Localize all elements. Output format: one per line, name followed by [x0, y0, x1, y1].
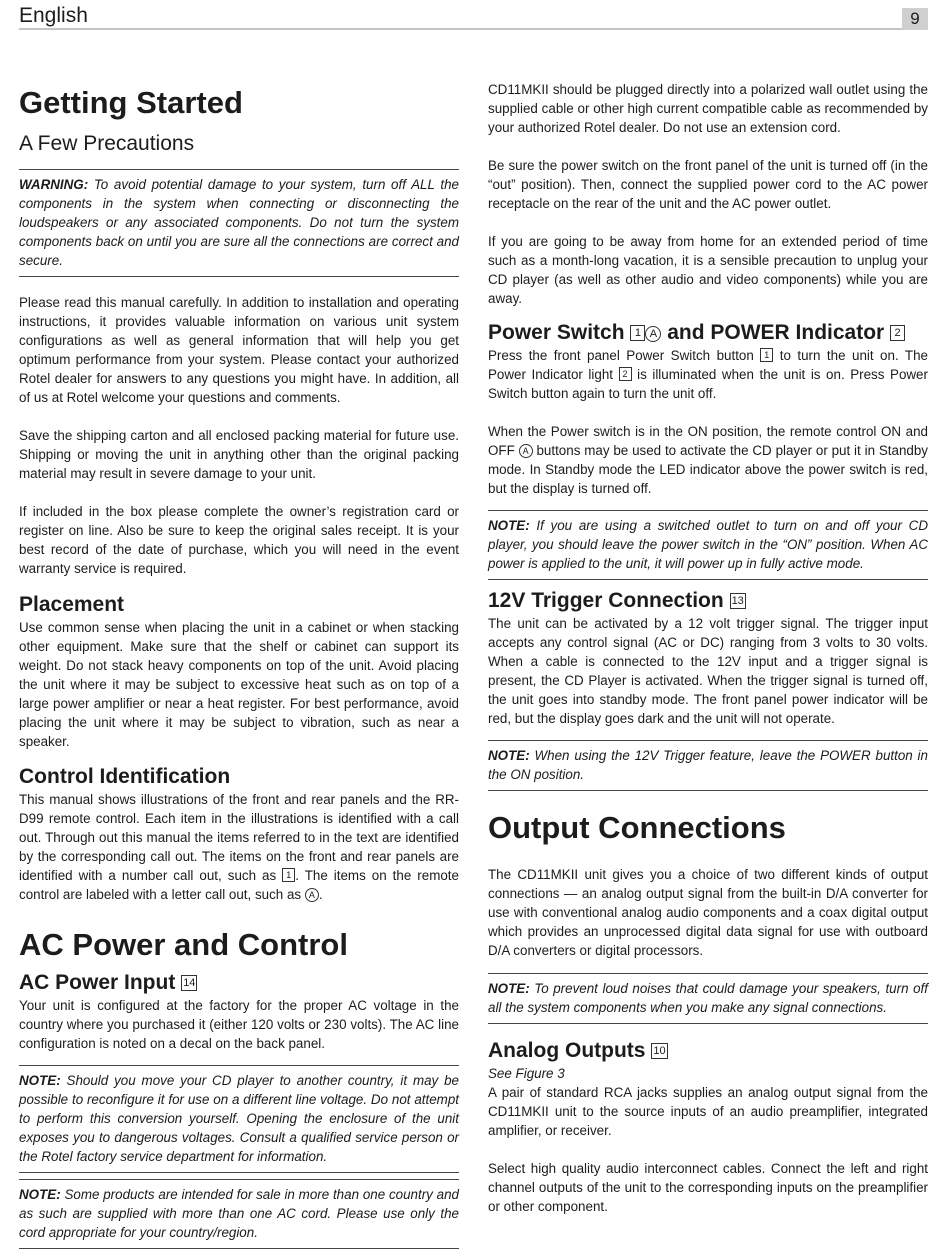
paragraph-power-switch-off: Be sure the power switch on the front panel of the unit is turned off (in the “out” position). Then, connect the supplied power cord to the AC power receptacle on the rear of the unit and the AC power outlet.: [488, 158, 928, 211]
note-label: NOTE:: [488, 748, 530, 763]
callout-a: A: [645, 326, 661, 342]
right-column: [488, 80, 928, 1216]
heading-ac-power-control: AC Power and Control: [19, 927, 348, 962]
heading-getting-started: Getting Started: [19, 85, 243, 120]
warning-text: To avoid potential damage to your system, turn off ALL the components in the system when connecting or disconnecting the loudspeakers or any associated components. Do not turn the system components back on until you are sure all the connections are correct and secure.: [19, 177, 459, 268]
left-column: [19, 80, 459, 1249]
heading-ac-power-input: AC Power Input 14: [19, 971, 196, 994]
heading-control-identification: Control Identification: [19, 765, 231, 788]
callout-10: 10: [653, 1045, 666, 1057]
language-label: English: [19, 4, 88, 27]
note-text: If you are using a switched outlet to turn on and off your CD player, you should leave the power switch in the “ON” position. When AC power is applied to the unit, it will power up in fully active mode.: [488, 518, 928, 571]
heading-precautions: A Few Precautions: [19, 132, 195, 155]
paragraph-read-manual: Please read this manual carefully. In addition to installation and operating instructions, it provides valuable information on various unit system configurations as well as general information that will help you get optimum performance from your system. Please contact your authorized Rotel dealer for answers to any questions you might have. In addition, all of us at Rotel welcome your questions and comments.: [19, 295, 459, 405]
callout-13: 13: [731, 595, 744, 607]
callout-1: 1: [760, 348, 773, 362]
paragraph-control-identification: This manual shows illustrations of the front and rear panels and the RR-D99 remote control. Each item in the illustrations is identified with a call out. Through out this manual the items referred to in the text are identified by the corresponding call out. The items on the front and rear panels are identified with a number call out, such as 1 . The items on the remote control are labeled with a letter call out, such as A .: [19, 792, 459, 902]
paragraph-registration: If included in the box please complete the owner’s registration card or register on line. Also be sure to keep the original sales receipt. It is your best record of the date of purchase, which you will need in the event warranty service is required.: [19, 504, 459, 576]
paragraph-power-switch: Press the front panel Power Switch button 1 to turn the unit on. The Power Indicator light 2 is illuminated when the unit is on. Press Power Switch button again to turn the unit off.: [488, 348, 928, 401]
note-box-12v-trigger: [488, 740, 928, 791]
heading-analog-outputs: Analog Outputs 10: [488, 1039, 666, 1062]
callout-14: 14: [183, 977, 196, 989]
page-number: 9: [902, 8, 928, 30]
note-text: To prevent loud noises that could damage your speakers, turn off all the system components when you make any signal connections.: [488, 981, 928, 1015]
warning-box: [19, 169, 459, 277]
paragraph-analog-outputs: A pair of standard RCA jacks supplies an analog output signal from the CD11MKII unit to the source inputs of an audio preamplifier, integrated amplifier, or receiver.: [488, 1085, 928, 1138]
note-label: NOTE:: [488, 981, 530, 996]
note-box-voltage: [19, 1065, 459, 1173]
paragraph-wall-outlet: CD11MKII should be plugged directly into a polarized wall outlet using the supplied cable or other high current compatible cable as recommended by your authorized Rotel dealer. Do not use an extension cord.: [488, 82, 928, 135]
callout-letter: A: [305, 888, 319, 902]
paragraph-placement: Use common sense when placing the unit in a cabinet or when stacking other equipment. Make sure that the shelf or cabinet can support its weight. Do not stack heavy components on top of the unit. Avoid placing the unit where it may be subject to excessive heat such as on top of a large power amplifier or near a heat register. For best performance, avoid placing the unit where it may be subject to vibration, such as near a speaker.: [19, 620, 459, 749]
paragraph-vacation: If you are going to be away from home for an extended period of time such as a month-long vacation, it is a sensible precaution to unplug your CD player (as well as other audio and video components) while you are away.: [488, 234, 928, 306]
paragraph-standby: When the Power switch is in the ON position, the remote control ON and OFF A buttons may be used to activate the CD player or put it in Standby mode. In Standby mode the LED indicator above the power switch is red, but the display is turned off.: [488, 424, 928, 496]
warning-label: WARNING:: [19, 177, 89, 192]
paragraph-shipping-carton: Save the shipping carton and all enclosed packing material for future use. Shipping or moving the unit in anything other than the original packing material may result in severe damage to your unit.: [19, 428, 459, 481]
note-label: NOTE:: [488, 518, 530, 533]
paragraph-ac-power: Your unit is configured at the factory for the proper AC voltage in the country where you purchased it (either 120 volts or 230 volts). The AC line configuration is noted on a decal on the back panel.: [19, 998, 459, 1051]
note-box-ac-cord: [19, 1179, 459, 1249]
callout-number: 1: [282, 868, 295, 882]
note-label: NOTE:: [19, 1073, 61, 1088]
callout-a: A: [519, 444, 533, 458]
callout-2: 2: [890, 325, 905, 341]
note-text: When using the 12V Trigger feature, leave the POWER button in the ON position.: [488, 748, 928, 782]
page-header: [19, 4, 928, 30]
note-text: Some products are intended for sale in more than one country and as such are supplied with more than one AC cord. Please use only the cord appropriate for your country/region.: [19, 1187, 459, 1240]
note-box-loud-noises: [488, 973, 928, 1024]
paragraph-interconnect-cables: Select high quality audio interconnect cables. Connect the left and right channel outputs of the unit to the corresponding inputs on the preamplifier or other component.: [488, 1161, 928, 1214]
callout-1: 1: [630, 325, 645, 341]
heading-power-switch: Power Switch 1 A and POWER Indicator 2: [488, 320, 928, 346]
heading-output-connections: Output Connections: [488, 810, 786, 845]
note-box-switched-outlet: [488, 510, 928, 580]
callout-2: 2: [619, 367, 632, 381]
heading-12v-trigger: 12V Trigger Connection 13: [488, 589, 744, 612]
paragraph-12v-trigger: The unit can be activated by a 12 volt trigger signal. The trigger input accepts any control signal (AC or DC) ranging from 3 volts to 30 volts. When a cable is connected to the 12V input and a trigger signal is present, the CD Player is activated. When the trigger signal is turned off, the unit goes into standby mode. The front panel power indicator will be red, but the display goes dark and the unit will not operate.: [488, 616, 928, 726]
paragraph-output-connections: The CD11MKII unit gives you a choice of two different kinds of output connections — an analog output signal from the built-in D/A converter for use with conventional analog audio components and a coax digital output which provides an unprocessed digital data signal for use with outboard D/A converters or digital processors.: [488, 867, 928, 958]
see-figure-reference: See Figure 3: [488, 1066, 565, 1081]
note-label: NOTE:: [19, 1187, 61, 1202]
heading-placement: Placement: [19, 593, 125, 616]
note-text: Should you move your CD player to another country, it may be possible to reconfigure it for use on a different line voltage. Do not attempt to perform this conversion yourself. Opening the enclosure of the unit exposes you to dangerous voltages. Consult a qualified service person or the Rotel factory service department for information.: [19, 1073, 459, 1164]
